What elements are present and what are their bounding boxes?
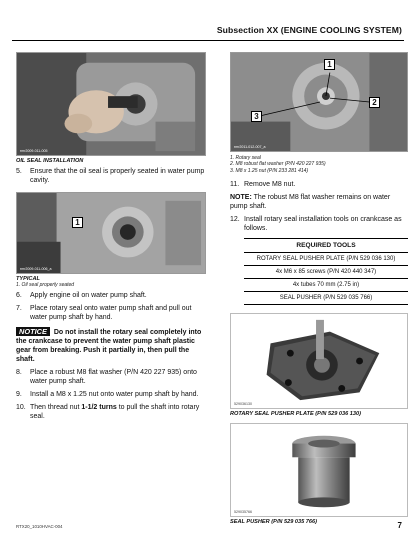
step-text-post: to pull the shaft into rotary seal. [30, 403, 200, 420]
table-cell: 4x M6 x 85 screws (P/N 420 440 347) [244, 265, 408, 278]
step-text: Ensure that the oil seal is properly seated in water pump cavity. [30, 168, 205, 184]
rotary-seal-pusher-plate-photo [230, 313, 408, 409]
header-rule [12, 40, 404, 41]
step-5 [16, 168, 206, 186]
figure-legend [230, 155, 408, 174]
legend-item: 2. M8 robust flat washer (P/N 420 227 935) [230, 161, 326, 168]
seal-pusher-photo [230, 423, 408, 517]
step-text: Remove M8 nut. [244, 180, 296, 188]
figure-caption: SEAL PUSHER (P/N 529 035 766) [230, 518, 317, 525]
left-column [16, 52, 206, 422]
table-row [244, 278, 408, 291]
required-tools-table [244, 238, 408, 305]
rotary-seal-photo [230, 52, 408, 152]
step-8 [16, 369, 206, 387]
callout-1: 1 [72, 217, 83, 228]
oil-seal-installation-photo [16, 52, 206, 156]
step-text: Install a M8 x 1.25 nut onto water pump shaft by hand. [30, 390, 199, 398]
photo-code: rmr2011-012-007_a [234, 145, 266, 149]
table-row [244, 265, 408, 278]
step-number: 11. [230, 180, 240, 188]
table-cell: SEAL PUSHER (P/N 529 035 766) [244, 291, 408, 304]
notice-block [16, 327, 206, 365]
step-7 [16, 305, 206, 323]
page-number: 7 [397, 521, 402, 530]
step-number: 6. [16, 292, 22, 300]
table-cell: 4x tubes 70 mm (2.75 in) [244, 278, 408, 291]
table-cell: ROTARY SEAL PUSHER PLATE (P/N 529 036 130) [244, 252, 408, 265]
step-6 [16, 292, 206, 301]
photo-code: rmr2009-011-005 [20, 149, 48, 153]
callout-1: 1 [324, 59, 335, 70]
legend-item: 3. M8 x 1.25 nut (P/N 233 281 414) [230, 167, 309, 174]
figure-caption: OIL SEAL INSTALLATION [16, 158, 84, 164]
page-header-title: Subsection XX (ENGINE COOLING SYSTEM) [216, 25, 402, 35]
step-number: 5. [16, 168, 22, 175]
note-text: The robust M8 flat washer remains on water pump shaft. [230, 193, 391, 210]
note-label: NOTE: [230, 193, 252, 201]
oil-seal-seated-photo [16, 192, 206, 274]
step-text [30, 404, 206, 422]
step-number: 7. [16, 305, 22, 313]
legend-item: 1. Oil seal properly seated [16, 281, 75, 288]
figure-caption: ROTARY SEAL PUSHER PLATE (P/N 529 036 130) [230, 410, 361, 417]
notice-tag: NOTICE [16, 327, 50, 336]
step-11 [230, 181, 408, 190]
note-block [230, 194, 408, 212]
step-text: Place a robust M8 flat washer (P/N 420 227 935) onto water pump shaft. [30, 368, 197, 385]
photo-code: 529035766 [234, 509, 252, 514]
step-text: Place rotary seal onto water pump shaft and pull out water pump shaft by hand. [30, 305, 192, 322]
step-text: Install rotary seal installation tools on crankcase as follows. [244, 215, 402, 232]
step-number: 9. [16, 390, 22, 398]
step-text: Apply engine oil on water pump shaft. [30, 292, 147, 300]
callout-2: 2 [369, 97, 380, 108]
legend-item: 1. Rotary seal [230, 155, 261, 161]
step-9 [16, 391, 206, 400]
table-row [244, 252, 408, 265]
step-10 [16, 404, 206, 422]
callout-3: 3 [251, 111, 262, 122]
footer-doc-id: RTX20_1010HVAC-004 [16, 524, 63, 529]
right-column [230, 52, 408, 525]
step-number: 12. [230, 215, 240, 223]
step-number: 8. [16, 368, 22, 376]
step-12 [230, 216, 408, 234]
figure-caption: TYPICAL [16, 275, 40, 282]
step-number: 10. [16, 403, 26, 411]
notice-text: Do not install the rotary seal completely into the crankcase to prevent the water pump shaft plastic gear from breaking. Push it partially in, then pull the shaft. [16, 329, 202, 363]
step-text-bold: 1-1/2 turns [81, 403, 117, 411]
tools-table-header: REQUIRED TOOLS [244, 238, 408, 252]
step-text-pre: Then thread nut [30, 403, 82, 411]
figure-legend [16, 282, 206, 288]
photo-code: rmr2009-011-006_a [20, 266, 52, 271]
table-row [244, 291, 408, 304]
photo-code: 529036130 [234, 401, 252, 406]
